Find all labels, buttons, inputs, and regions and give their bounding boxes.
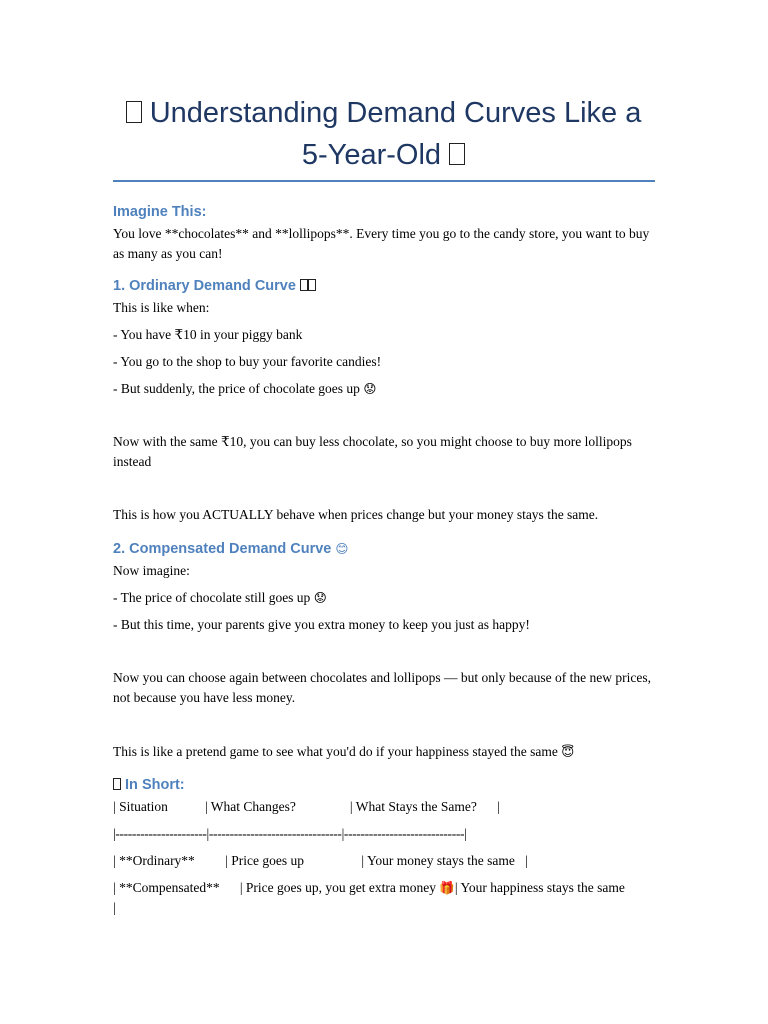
compensated-bullet-1 bbox=[113, 588, 658, 608]
summary-compensated-row-tail: | Your happiness stays the same bbox=[454, 880, 625, 895]
ordinary-bullet-2: - You go to the shop to buy your favorite candies! bbox=[113, 354, 382, 369]
compensated-heading bbox=[113, 539, 348, 559]
missing-glyph-icon bbox=[300, 279, 308, 291]
compensated-bullet-2: - But this time, your parents give you extra money to keep you just as happy! bbox=[113, 617, 530, 632]
summary-heading-text: In Short: bbox=[125, 777, 185, 793]
title-underline bbox=[113, 180, 655, 182]
compensated-paragraph-2 bbox=[113, 742, 658, 762]
compensated-bullet-1-text: - The price of chocolate still goes up bbox=[113, 590, 311, 605]
intro-heading: Imagine This: bbox=[113, 204, 207, 220]
compensated-heading-text: 2. Compensated Demand Curve bbox=[113, 541, 332, 557]
smiling-halo-face-icon: 😇 bbox=[561, 744, 575, 759]
intro-paragraph: You love **chocolates** and **lollipops**. Every time you go to the candy store, you want to buy as many as you can! bbox=[113, 226, 650, 261]
summary-table-ordinary-row: | **Ordinary** | Price goes up | Your money stays the same | bbox=[113, 853, 528, 868]
ordinary-bullet-1: - You have ₹10 in your piggy bank bbox=[113, 327, 303, 342]
worried-face-icon: 😟 bbox=[313, 590, 327, 605]
ordinary-paragraph-1: Now with the same ₹10, you can buy less chocolate, so you might choose to buy more lollipops instead bbox=[113, 434, 632, 469]
compensated-paragraph-1: Now you can choose again between chocolates and lollipops — but only because of the new prices, not because you have less money. bbox=[113, 670, 651, 705]
ordinary-paragraph-2: This is how you ACTUALLY behave when prices change but your money stays the same. bbox=[113, 507, 599, 522]
summary-table-header-row: | Situation | What Changes? | What Stays the Same? | bbox=[113, 799, 500, 814]
title-line-1: Understanding Demand Curves Like a bbox=[149, 97, 642, 129]
ordinary-lead: This is like when: bbox=[113, 300, 210, 315]
missing-glyph-icon bbox=[126, 101, 142, 123]
missing-glyph-icon bbox=[113, 778, 121, 790]
ordinary-heading bbox=[113, 276, 316, 296]
ordinary-heading-text: 1. Ordinary Demand Curve bbox=[113, 278, 296, 294]
summary-table-compensated-row-end: | bbox=[113, 900, 116, 915]
summary-table-separator-row: |----------------------|--------------------------------|-----------------------------| bbox=[113, 826, 467, 841]
gift-icon: 🎁 bbox=[439, 880, 455, 895]
missing-glyph-icon bbox=[449, 143, 465, 165]
smiling-face-icon: 😊 bbox=[335, 541, 349, 556]
missing-glyph-icon bbox=[308, 279, 316, 291]
ordinary-bullet-3-text: - But suddenly, the price of chocolate goes up bbox=[113, 381, 360, 396]
ordinary-bullet-3 bbox=[113, 379, 658, 399]
summary-table-compensated-row bbox=[113, 878, 658, 898]
worried-face-icon: 😟 bbox=[363, 381, 377, 396]
compensated-lead: Now imagine: bbox=[113, 563, 190, 578]
document-title bbox=[113, 92, 654, 176]
summary-heading bbox=[113, 775, 185, 795]
summary-compensated-row-text: | **Compensated** | Price goes up, you get extra money bbox=[113, 880, 440, 895]
compensated-paragraph-2-text: This is like a pretend game to see what you'd do if your happiness stayed the same bbox=[113, 744, 558, 759]
title-line-2: 5-Year-Old bbox=[301, 139, 442, 171]
